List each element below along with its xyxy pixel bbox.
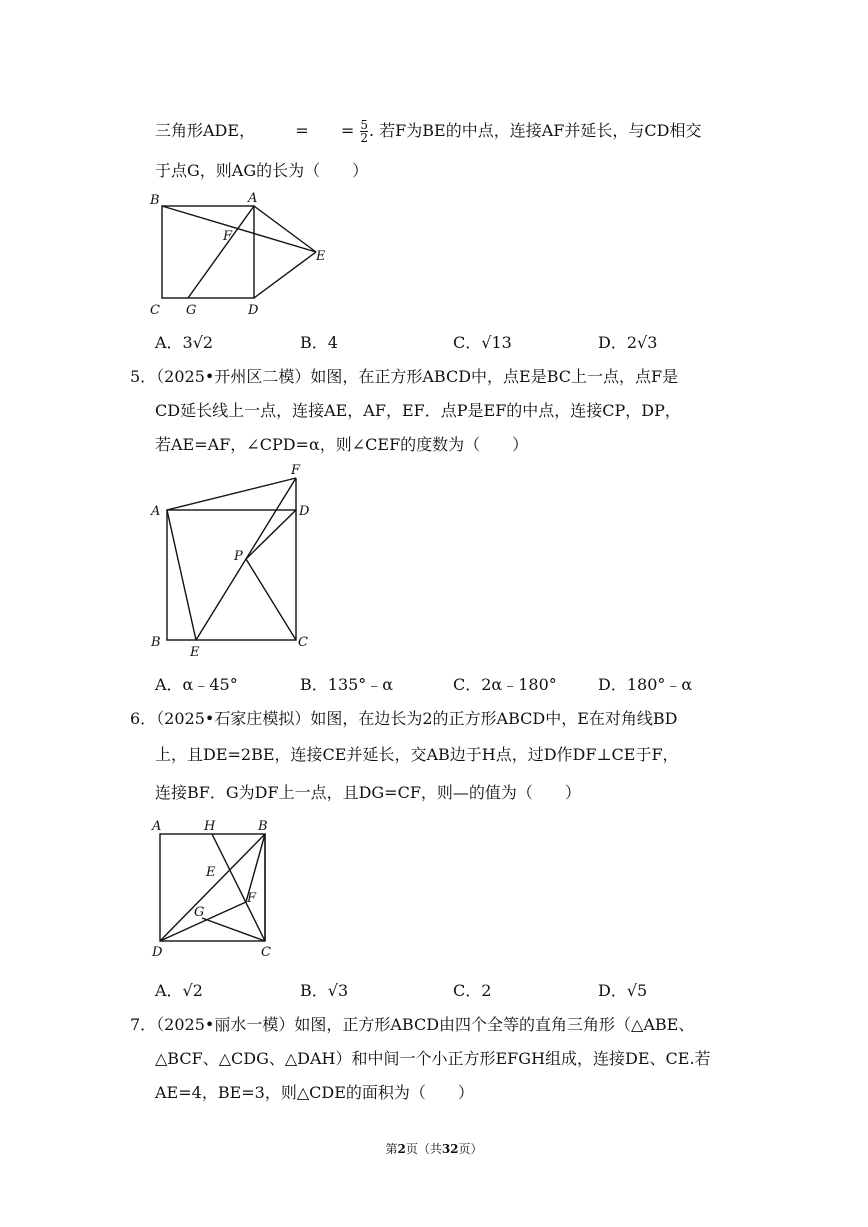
q6-option-a[interactable]: A．√2 — [155, 981, 203, 1000]
q4-label-a: A — [248, 191, 258, 206]
footer-prefix: 第 — [385, 1142, 398, 1156]
q6-line2: 上，且DE=2BE，连接CE并延长，交AB边于H点，过D作DF⊥CE于F， — [155, 745, 679, 764]
q4-line1-rest: . 若F为BE的中点，连接AF并延长，与CD相交 — [369, 121, 702, 140]
q4-frac-den: 2 — [360, 131, 368, 145]
q7-line2: △BCF、△CDG、△DAH）和中间一个小正方形EFGH组成，连接DE、CE.若 — [155, 1049, 711, 1068]
q4-eq1: = — [295, 121, 309, 140]
q4-label-b: B — [150, 193, 160, 208]
q6-label-c: C — [261, 945, 271, 960]
q4-line1 — [155, 118, 701, 144]
q5-option-d[interactable]: D．180°﹣α — [598, 675, 693, 694]
q5-label-c: C — [298, 635, 308, 650]
q6-option-c[interactable]: C．2 — [453, 981, 492, 1000]
q7-line1: 7．（2025•丽水一模）如图，正方形ABCD由四个全等的直角三角形（△ABE、 — [130, 1015, 695, 1034]
q5-line2: CD延长线上一点，连接AE，AF，EF．点P是EF的中点，连接CP，DP， — [155, 401, 681, 420]
q5-label-a: A — [151, 504, 161, 519]
q4-figure — [148, 188, 338, 318]
q6-label-b: B — [258, 819, 268, 834]
q4-eq2: = — [340, 121, 355, 140]
q5-segment-af — [167, 478, 296, 510]
q4-label-f: F — [223, 229, 233, 244]
q6-option-d[interactable]: D．√5 — [598, 981, 648, 1000]
q5-label-e: E — [190, 645, 200, 660]
q6-line3: 连接BF．G为DF上一点，且DG=CF，则—的值为（ ） — [155, 783, 581, 802]
q4-option-b[interactable]: B．4 — [300, 333, 338, 352]
q4-fraction — [360, 119, 368, 144]
q6-option-b[interactable]: B．√3 — [300, 981, 349, 1000]
q4-segment-be — [162, 206, 316, 252]
footer-suffix: 页） — [458, 1142, 483, 1156]
q4-segment-ae — [254, 206, 316, 252]
q6-line1: 6．（2025•石家庄模拟）如图，在边长为2的正方形ABCD中，E在对角线BD — [130, 709, 678, 728]
q6-diagonal-bd — [160, 834, 265, 941]
q5-segment-ae — [167, 510, 196, 640]
q5-line3: 若AE=AF，∠CPD=α，则∠CEF的度数为（ ） — [155, 435, 529, 454]
q5-label-f: F — [291, 463, 301, 478]
q5-option-a[interactable]: A．α﹣45° — [155, 675, 238, 694]
q7-line3: AE=4，BE=3，则△CDE的面积为（ ） — [155, 1083, 474, 1102]
q4-segment-de — [254, 252, 316, 298]
q4-line1-prefix: 三角形ADE， — [155, 121, 256, 140]
q4-option-d[interactable]: D．2√3 — [598, 333, 658, 352]
q5-label-d: D — [299, 504, 310, 519]
q4-label-e: E — [316, 249, 326, 264]
q5-line1: 5．（2025•开州区二模）如图，在正方形ABCD中，点E是BC上一点，点F是 — [130, 367, 679, 386]
q4-segment-ag — [188, 206, 254, 298]
page-footer — [0, 1140, 868, 1157]
q5-option-c[interactable]: C．2α﹣180° — [453, 675, 557, 694]
q4-line2: 于点G，则AG的长为（ ） — [155, 161, 369, 180]
q6-label-h: H — [204, 819, 216, 834]
q4-label-g: G — [186, 303, 197, 318]
q6-figure — [148, 812, 288, 962]
q4-option-a[interactable]: A．3√2 — [155, 333, 214, 352]
q4-frac-num: 5 — [360, 118, 368, 132]
q6-label-e: E — [206, 865, 216, 880]
q6-label-a: A — [152, 819, 162, 834]
q5-segment-pc — [246, 559, 296, 640]
footer-page-number: 2 — [397, 1142, 406, 1156]
footer-total-pages: 32 — [441, 1142, 459, 1156]
q5-figure — [145, 458, 325, 663]
q6-label-f: F — [247, 891, 257, 906]
q6-label-g: G — [194, 905, 205, 920]
q6-label-d: D — [152, 945, 163, 960]
q5-label-b: B — [151, 635, 161, 650]
q4-label-d: D — [248, 303, 259, 318]
q4-label-c: C — [150, 303, 160, 318]
q4-option-c[interactable]: C．√13 — [453, 333, 512, 352]
q5-label-p: P — [234, 549, 243, 564]
footer-middle: 页（共 — [405, 1142, 442, 1156]
q5-option-b[interactable]: B．135°﹣α — [300, 675, 394, 694]
